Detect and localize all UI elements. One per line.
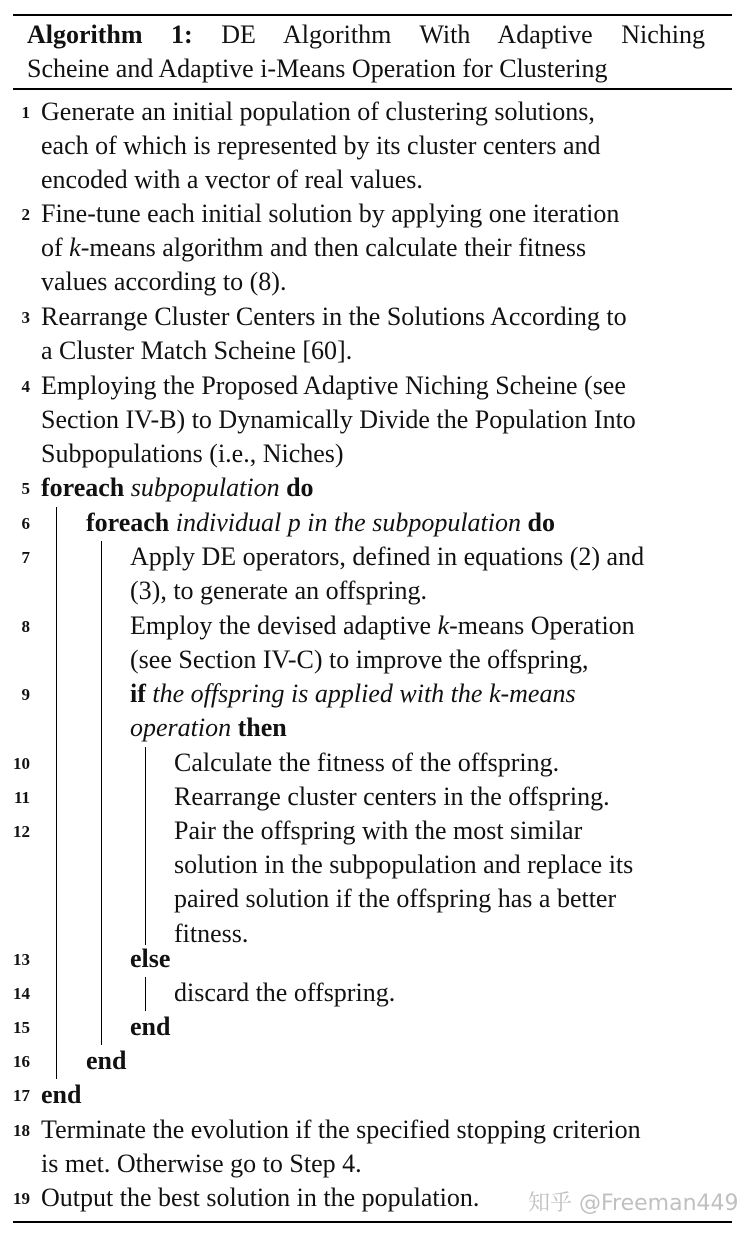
line-number: 18 xyxy=(13,1121,30,1140)
step-12-line-2 xyxy=(0,848,744,882)
step-text: Fine-tune each initial solution by applying one iteration xyxy=(41,199,620,228)
step-9-line-1 xyxy=(0,677,744,711)
line-number: 17 xyxy=(13,1086,30,1105)
step-17 xyxy=(0,1078,744,1112)
line-number: 15 xyxy=(13,1018,30,1037)
keyword: end xyxy=(130,1012,171,1041)
step-text-part: -means Operation xyxy=(449,611,635,640)
step-12-line-3 xyxy=(0,882,744,916)
step-3-line-1 xyxy=(0,300,744,334)
step-text xyxy=(130,609,635,643)
step-10 xyxy=(0,746,744,780)
step-text: paired solution if the offspring has a better xyxy=(174,884,617,913)
line-number: 7 xyxy=(21,548,30,567)
step-8-line-2 xyxy=(0,643,744,677)
line-number: 19 xyxy=(13,1189,30,1208)
keyword: then xyxy=(237,713,287,742)
step-text: (see Section IV-C) to improve the offspring, xyxy=(130,645,589,674)
step-text xyxy=(130,711,287,745)
step-5 xyxy=(0,471,744,505)
italic-expression: the offspring is applied with the k-means xyxy=(152,679,576,708)
keyword: do xyxy=(286,473,314,502)
keyword: foreach xyxy=(86,508,170,537)
step-9-line-2 xyxy=(0,711,744,745)
step-text xyxy=(86,506,555,540)
step-text: Apply DE operators, defined in equations (2) and xyxy=(130,542,645,571)
step-2-line-2 xyxy=(0,231,744,265)
line-number: 16 xyxy=(13,1052,30,1071)
line-number: 5 xyxy=(21,479,30,498)
step-text-part: Employ the devised adaptive xyxy=(130,611,438,640)
keyword: end xyxy=(86,1046,127,1075)
caption-line-1 xyxy=(27,18,705,52)
step-16 xyxy=(0,1044,744,1078)
step-1-line-3 xyxy=(0,163,744,197)
step-3-line-2 xyxy=(0,334,744,368)
line-number: 11 xyxy=(13,788,30,807)
step-text: Generate an initial population of clustering solutions, xyxy=(41,97,595,126)
step-text: is met. Otherwise go to Step 4. xyxy=(41,1149,362,1178)
step-text-part: of xyxy=(41,233,70,262)
step-13 xyxy=(0,942,744,976)
step-text: a Cluster Match Scheine [60]. xyxy=(41,336,353,365)
bottom-rule xyxy=(13,1221,732,1223)
step-text: fitness. xyxy=(174,919,249,948)
line-number: 4 xyxy=(21,377,30,396)
step-12-line-1 xyxy=(0,814,744,848)
step-text: discard the offspring. xyxy=(174,978,396,1007)
step-text: solution in the subpopulation and replace its xyxy=(174,850,634,879)
watermark: 知乎 @Freeman449 xyxy=(528,1191,739,1216)
line-number: 14 xyxy=(13,984,30,1003)
step-18-line-2 xyxy=(0,1147,744,1181)
step-8-line-1 xyxy=(0,609,744,643)
step-18-line-1 xyxy=(0,1113,744,1147)
step-text: Pair the offspring with the most similar xyxy=(174,816,583,845)
caption-title-1: DE Algorithm With Adaptive Niching xyxy=(221,20,706,49)
italic-expression: individual p in the subpopulation xyxy=(175,508,521,537)
line-number: 6 xyxy=(21,514,30,533)
top-rule xyxy=(13,14,732,16)
line-number: 2 xyxy=(21,205,30,224)
italic-expression: operation xyxy=(130,713,232,742)
caption-rule xyxy=(13,88,732,90)
italic-expression: subpopulation xyxy=(130,473,280,502)
keyword: if xyxy=(130,679,146,708)
step-2-line-1 xyxy=(0,197,744,231)
line-number: 1 xyxy=(21,103,30,122)
step-4-line-1 xyxy=(0,369,744,403)
step-text: Subpopulations (i.e., Niches) xyxy=(41,439,344,468)
line-number: 8 xyxy=(21,617,30,636)
keyword: else xyxy=(130,944,171,973)
step-text: Employing the Proposed Adaptive Niching Scheine (see xyxy=(41,371,626,400)
step-text: values according to (8). xyxy=(41,267,287,296)
line-number: 13 xyxy=(13,950,30,969)
step-text: Terminate the evolution if the specified stopping criterion xyxy=(41,1115,641,1144)
caption-label: Algorithm 1: xyxy=(27,20,193,49)
keyword: do xyxy=(527,508,555,537)
step-7-line-2 xyxy=(0,574,744,608)
keyword: end xyxy=(41,1080,82,1109)
keyword: foreach xyxy=(41,473,125,502)
step-text xyxy=(41,231,586,265)
k-variable: k xyxy=(69,233,81,262)
step-15 xyxy=(0,1010,744,1044)
step-1-line-1 xyxy=(0,95,744,129)
line-number: 3 xyxy=(21,308,30,327)
step-7-line-1 xyxy=(0,540,744,574)
line-number: 10 xyxy=(13,754,30,773)
step-text: Section IV-B) to Dynamically Divide the Population Into xyxy=(41,405,636,434)
step-text-part: -means algorithm and then calculate their fitness xyxy=(80,233,587,262)
step-1-line-2 xyxy=(0,129,744,163)
step-14 xyxy=(0,976,744,1010)
step-text xyxy=(41,471,314,505)
step-text: Rearrange Cluster Centers in the Solutions According to xyxy=(41,302,627,331)
step-text: each of which is represented by its cluster centers and xyxy=(41,131,601,160)
step-6 xyxy=(0,506,744,540)
step-text: encoded with a vector of real values. xyxy=(41,165,423,194)
step-text: Calculate the fitness of the offspring. xyxy=(174,748,560,777)
step-text: Rearrange cluster centers in the offspring. xyxy=(174,782,610,811)
line-number: 9 xyxy=(21,685,30,704)
step-text xyxy=(130,677,576,711)
k-variable: k xyxy=(437,611,450,640)
line-number: 12 xyxy=(13,822,30,841)
step-11 xyxy=(0,780,744,814)
step-2-line-3 xyxy=(0,265,744,299)
step-4-line-2 xyxy=(0,403,744,437)
step-4-line-3 xyxy=(0,437,744,471)
step-text: (3), to generate an offspring. xyxy=(130,576,427,605)
caption-title-2: Scheine and Adaptive i-Means Operation for Clustering xyxy=(27,54,608,83)
step-text: Output the best solution in the population. xyxy=(41,1183,480,1212)
